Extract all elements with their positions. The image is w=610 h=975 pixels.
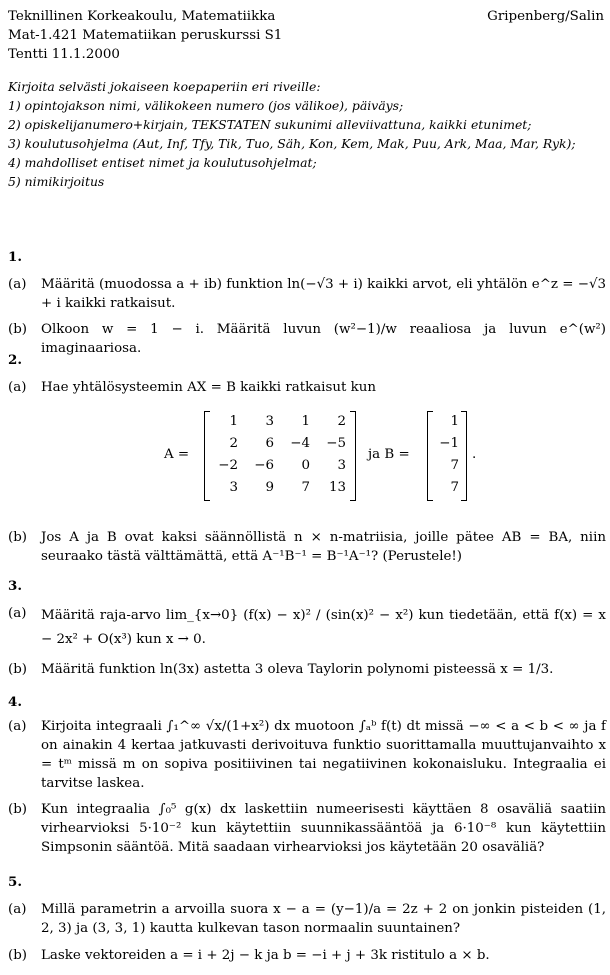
- matrix-b-cell: 1: [450, 414, 459, 429]
- matrix-a-cell: 7: [301, 480, 310, 495]
- problem-3a: [8, 604, 606, 652]
- matrix-a: [204, 411, 356, 499]
- problem-3-number: 3.: [8, 578, 22, 594]
- header-course: Mat-1.421 Matematiikan peruskurssi S1: [8, 28, 283, 43]
- matrix-a-cell: 2: [229, 436, 238, 451]
- header-school: Teknillinen Korkeakoulu, Matematiikka: [8, 9, 276, 24]
- matrix-a-cell: 6: [265, 436, 274, 451]
- problem-4-number: 4.: [8, 694, 22, 710]
- problem-3b: [8, 660, 606, 679]
- instruction-line: 4) mahdolliset entiset nimet ja koulutusohjelmat;: [8, 155, 317, 170]
- problem-2a: [8, 378, 606, 397]
- problem-2-number: 2.: [8, 352, 22, 368]
- instructions: [8, 77, 606, 191]
- matrix-a-cell: 1: [301, 414, 310, 429]
- matrix-a-cell: −4: [290, 436, 310, 451]
- matrix-b: [427, 411, 467, 499]
- header-authors: Gripenberg/Salin: [487, 9, 604, 24]
- problem-4a: [8, 717, 606, 793]
- item-label: (b): [8, 322, 28, 337]
- matrix-a-label: A =: [164, 447, 190, 462]
- header-exam: Tentti 11.1.2000: [8, 47, 120, 62]
- item-text: Kirjoita integraali ∫₁^∞ √x/(1+x²) dx muotoon ∫ₐᵇ f(t) dt missä −∞ < a < b < ∞ ja f on ainakin 4 kertaa jatkuvasti derivoituva funktio suorittamalla muuttujanvaihto x = tᵐ missä m on sopiva positiivinen tai negatiivinen kokonaisluku. Integraalia ei tarvitse laskea.: [41, 719, 606, 791]
- matrix-a-cell: 3: [229, 480, 238, 495]
- bracket-right: [350, 411, 356, 501]
- matrix-b-cell: 7: [450, 458, 459, 473]
- item-text: Hae yhtälösysteemin AX = B kaikki ratkaisut kun: [41, 380, 376, 395]
- problem-4b: [8, 800, 606, 857]
- matrix-a-cell: −6: [254, 458, 274, 473]
- problem-5b: [8, 946, 606, 965]
- item-label: (a): [8, 902, 27, 917]
- matrix-a-cell: 13: [328, 480, 346, 495]
- item-label: (b): [8, 802, 28, 817]
- instruction-line: 5) nimikirjoitus: [8, 174, 105, 189]
- problem-1b: [8, 320, 606, 356]
- item-text: Määritä (muodossa a + ib) funktion ln(−√3 + i) kaikki arvot, eli yhtälön e^z = −√3 + i kaikki ratkaisut.: [41, 277, 606, 311]
- instruction-line: Kirjoita selvästi jokaiseen koepaperiin eri riveille:: [8, 79, 321, 94]
- item-label: (b): [8, 662, 28, 677]
- item-text: Millä parametrin a arvoilla suora x − a = (y−1)/a = 2z + 2 on jonkin pisteiden (1, 2, 3) ja (3, 3, 1) kautta kulkevan tason normaalin suuntainen?: [41, 902, 606, 936]
- matrix-b-label: ja B =: [368, 447, 410, 462]
- item-text: Määritä raja-arvo lim_{x→0} (f(x) − x)² / (sin(x)² − x²) kun tiedetään, että f(x) = x − 2x² + O(x³) kun x → 0.: [41, 608, 606, 647]
- item-label: (a): [8, 277, 27, 292]
- problem-2b: [8, 528, 606, 566]
- matrix-a-cell: 3: [337, 458, 346, 473]
- matrix-b-cell: 7: [450, 480, 459, 495]
- problem-1-number: 1.: [8, 249, 22, 265]
- instruction-line: 2) opiskelijanumero+kirjain, TEKSTATEN sukunimi alleviivattuna, kaikki etunimet;: [8, 117, 532, 132]
- matrix-b-cell: −1: [439, 436, 459, 451]
- matrix-a-cell: 1: [229, 414, 238, 429]
- matrix-equation: [0, 411, 610, 499]
- problem-5a: [8, 900, 606, 938]
- item-label: (a): [8, 380, 27, 395]
- item-label: (a): [8, 606, 27, 621]
- item-label: (b): [8, 530, 28, 545]
- matrix-a-cell: −2: [218, 458, 238, 473]
- problem-1a: [8, 275, 606, 313]
- item-label: (b): [8, 948, 28, 963]
- item-text: Jos A ja B ovat kaksi säännöllistä n × n-matriisia, joille pätee AB = BA, niin seuraako tästä välttämättä, että A⁻¹B⁻¹ = B⁻¹A⁻¹? (Perustele!): [41, 530, 606, 564]
- item-text: Laske vektoreiden a = i + 2j − k ja b = −i + j + 3k ristitulo a × b.: [41, 948, 490, 963]
- problem-5-number: 5.: [8, 874, 22, 890]
- item-label: (a): [8, 719, 27, 734]
- bracket-right: [461, 411, 467, 501]
- matrix-a-cell: 2: [337, 414, 346, 429]
- matrix-end-period: .: [472, 447, 477, 462]
- item-text: Määritä funktion ln(3x) astetta 3 oleva Taylorin polynomi pisteessä x = 1/3.: [41, 662, 554, 677]
- item-text: Kun integraalia ∫₀⁵ g(x) dx laskettiin numeerisesti käyttäen 8 osaväliä saatiin virhearvioksi 5·10⁻² kun käytettiin suunnikassääntöä ja 6·10⁻⁸ kun käytettiin Simpsonin sääntöä. Mitä saadaan virhearvioksi jos käytetään 20 osaväliä?: [41, 802, 606, 855]
- header-line-1: [8, 7, 604, 26]
- instruction-line: 3) koulutusohjelma (Aut, Inf, Tfy, Tik, Tuo, Säh, Kon, Kem, Mak, Puu, Ark, Maa, Mar, Ryk);: [8, 136, 576, 151]
- matrix-a-cell: 9: [265, 480, 274, 495]
- matrix-a-cell: −5: [326, 436, 346, 451]
- matrix-a-cell: 3: [265, 414, 274, 429]
- item-text: Olkoon w = 1 − i. Määritä luvun (w²−1)/w reaaliosa ja luvun e^(w²) imaginaariosa.: [41, 322, 606, 356]
- matrix-a-cell: 0: [301, 458, 310, 473]
- instruction-line: 1) opintojakson nimi, välikokeen numero (jos välikoe), päiväys;: [8, 98, 404, 113]
